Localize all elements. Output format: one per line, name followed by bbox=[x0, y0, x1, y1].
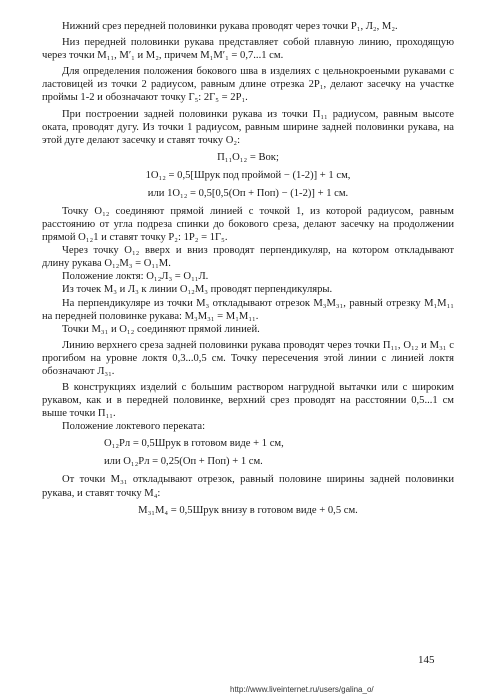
paragraph: На перпендикуляре из точки M₃ откладывают отрезок M₃M₃₁, равный отрезку M₁M₁₁ на передней половинке рукава: M₃M₃₁ = M₁M₁₁. bbox=[42, 297, 454, 322]
page-number: 145 bbox=[418, 654, 435, 666]
formula: O₁₂Pл = 0,5Шрук в готовом виде + 1 см, bbox=[104, 438, 284, 450]
formula: или O₁₂Pл = 0,25(Oп + Пoп) + 1 см. bbox=[104, 456, 263, 468]
paragraph: Через точку O₁₂ вверх и вниз проводят перпендикуляр, на котором откладывают длину рукава O₁₂M₃ = O₁₁M. bbox=[42, 245, 454, 270]
paragraph: Положение локтя: O₁₂Л₃ = O₁₁Л. bbox=[62, 271, 209, 283]
paragraph: Для определения положения бокового шва в изделиях с цельнокроеными рукавами с ластовицей из точки 2 радиусом, равным длине отрезка 2P₁, делают засечку на участке проймы 1-2 и обозначают точку Г₅: 2Г₅ = 2P₁. bbox=[42, 66, 454, 104]
paragraph: При построении задней половинки рукава из точки П₁₁ радиусом, равным высоте оката, проводят дугу. Из точки 1 радиусом, равным ширине задней половинки рукава, на этой дуге делают засечку и ставят точку O₂: bbox=[42, 108, 454, 146]
paragraph: Положение локтевого переката: bbox=[62, 421, 206, 433]
paragraph: Точки M₃₁ и O₁₂ соединяют прямой линией. bbox=[62, 323, 260, 335]
paragraph: Точку O₁₂ соединяют прямой линией с точкой 1, из которой радиусом, равным расстоянию от угла подреза спинки до бокового среза, делают засечку на продолжении прямой O₁₂1 и ставят точку P₂: 1P₂ = 1Г₅. bbox=[42, 205, 454, 244]
paragraph: В конструкциях изделий с большим раствором нагрудной вытачки или с широким рукавом, как и в передней половинке, верхний срез проводят на расстоянии 0,5...1 см выше точки П₁₁. bbox=[42, 382, 454, 420]
formula: 1O₁₂ = 0,5[Шрук под проймой − (1-2)] + 1 см, bbox=[145, 169, 351, 181]
page-body bbox=[42, 20, 454, 522]
paragraph: Низ передней половинки рукава представляет собой плавную линию, проходящую через точки M₁₁, M′₁ и M₂, причем M₁M′₁ = 0,7...1 см. bbox=[42, 37, 454, 62]
paragraph: Нижний срез передней половинки рукава проводят через точки P₁, Л₂, M₂. bbox=[62, 21, 398, 32]
formula: П₁₁O₁₂ = Bок; bbox=[217, 151, 279, 163]
paragraph: От точки M₃₁ откладывают отрезок, равный половине ширины задней половинки рукава, и ставят точку M₄: bbox=[42, 474, 454, 499]
paragraph: Линию верхнего среза задней половинки рукава проводят через точки П₁₁, O₁₂ и M₃₁ с прогибом на уровне локтя 0,3...0,5 см. Точку пересечения этой линии с линией локтя обозначают Л₃₁. bbox=[42, 339, 454, 377]
source-watermark: http://www.liveinternet.ru/users/galina_o/ bbox=[230, 685, 374, 694]
paragraph: Из точек M₃ и Л₃ к линии O₁₂M₃ проводят перпендикуляры. bbox=[62, 284, 333, 296]
formula: или 1O₁₂ = 0,5[0,5(Oп + Пoп) − (1-2)] + 1 см. bbox=[147, 187, 349, 199]
formula: M₃₁M₄ = 0,5Шрук внизу в готовом виде + 0,5 см. bbox=[138, 504, 358, 516]
